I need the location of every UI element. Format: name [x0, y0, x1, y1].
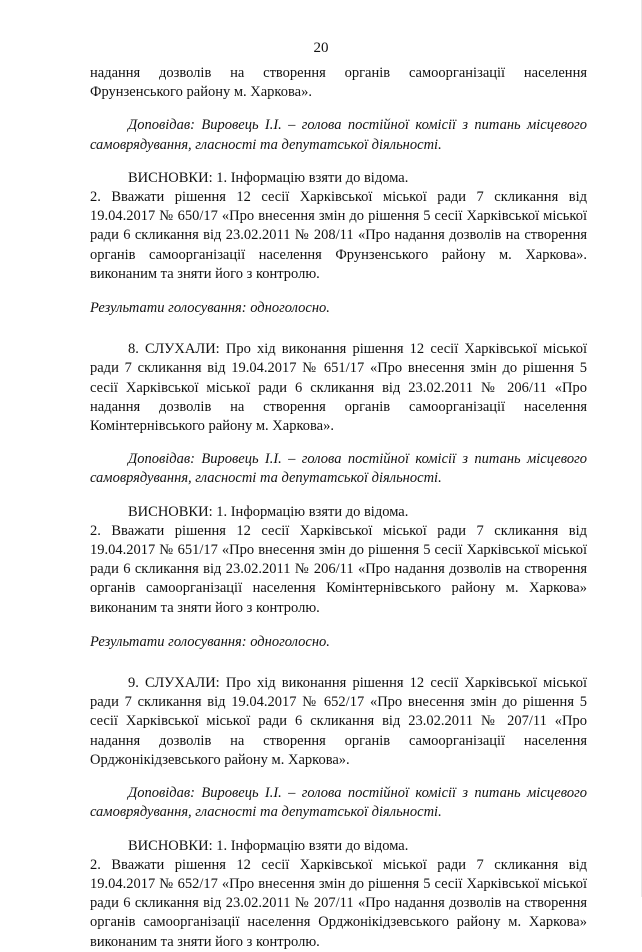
page-number: 20 [313, 40, 329, 56]
paragraph: ВИСНОВКИ: 1. Інформацію взяти до відома. [128, 837, 409, 854]
paragraph-spacer [90, 489, 587, 503]
paragraph-spacer [90, 436, 587, 450]
paragraph: Доповідав: Вировець І.І. – голова постійної комісії з питань місцевого самоврядування, гласності та депутатської діяльності. [90, 117, 587, 153]
paragraph: ВИСНОВКИ: 1. Інформацію взяти до відома. [128, 169, 409, 186]
paragraph: 2. Вважати рішення 12 сесії Харківської міської ради 7 скликання від 19.04.2017 № 650/17 «Про внесення змін до рішення 5 сесії Харківської міської ради 6 скликання від 23.02.2011 № 208/11 «Про надання дозволів на створення органів самоорганізації населення Фрунзенського району м. Харкова». виконаним та зняти його з контролю. [90, 189, 587, 282]
paragraph-spacer [90, 770, 587, 784]
paragraph: 2. Вважати рішення 12 сесії Харківської міської ради 7 скликання від 19.04.2017 № 652/17 «Про внесення змін до рішення 5 сесії Харківської міської ради 6 скликання від 23.02.2011 № 207/11 «Про надання дозволів на створення органів самоорганізації населення Орджонікідзевського району м. Харкова» виконаним та зняти його з контролю. [90, 856, 587, 950]
paragraph-spacer [90, 155, 587, 169]
paragraph: Результати голосування: одноголосно. [90, 300, 330, 317]
paragraph-spacer [90, 823, 587, 837]
paragraph: Доповідав: Вировець І.І. – голова постійної комісії з питань місцевого самоврядування, гласності та депутатської діяльності. [90, 451, 587, 487]
paragraph-spacer [90, 102, 587, 116]
paragraph: 2. Вважати рішення 12 сесії Харківської міської ради 7 скликання від 19.04.2017 № 651/17 «Про внесення змін до рішення 5 сесії Харківської міської ради 6 скликання від 23.02.2011 № 206/11 «Про надання дозволів на створення органів самоорганізації населення Комінтернівського району м. Харкова» виконаним та зняти його з контролю. [90, 522, 587, 616]
paragraph-spacer [90, 618, 587, 633]
paragraph: Доповідав: Вировець І.І. – голова постійної комісії з питань місцевого самоврядування, гласності та депутатської діяльності. [90, 785, 587, 821]
paragraph: 8. СЛУХАЛИ: Про хід виконання рішення 12 сесії Харківської міської ради 7 скликання від 19.04.2017 № 651/17 «Про внесення змін до рішення 5 сесії Харківської міської ради 6 скликання від 23.02.2011 № 206/11 «Про надання дозволів на створення органів самоорганізації населення Комінтернівського району м. Харкова». [90, 341, 587, 435]
paragraph-spacer [90, 652, 587, 674]
paragraph: ВИСНОВКИ: 1. Інформацію взяти до відома. [128, 503, 409, 520]
paragraph: Результати голосування: одноголосно. [90, 633, 330, 650]
paragraph-spacer [90, 284, 587, 299]
paragraph-spacer [90, 318, 587, 340]
document-body [90, 64, 587, 952]
paragraph: надання дозволів на створення органів самоорганізації населення Фрунзенського району м. Харкова». [90, 65, 587, 101]
paragraph: 9. СЛУХАЛИ: Про хід виконання рішення 12 сесії Харківської міської ради 7 скликання від 19.04.2017 № 652/17 «Про внесення змін до рішення 5 сесії Харківської міської ради 6 скликання від 23.02.2011 № 207/11 «Про надання дозволів на створення органів самоорганізації населення Орджонікідзевського району м. Харкова». [90, 675, 587, 768]
